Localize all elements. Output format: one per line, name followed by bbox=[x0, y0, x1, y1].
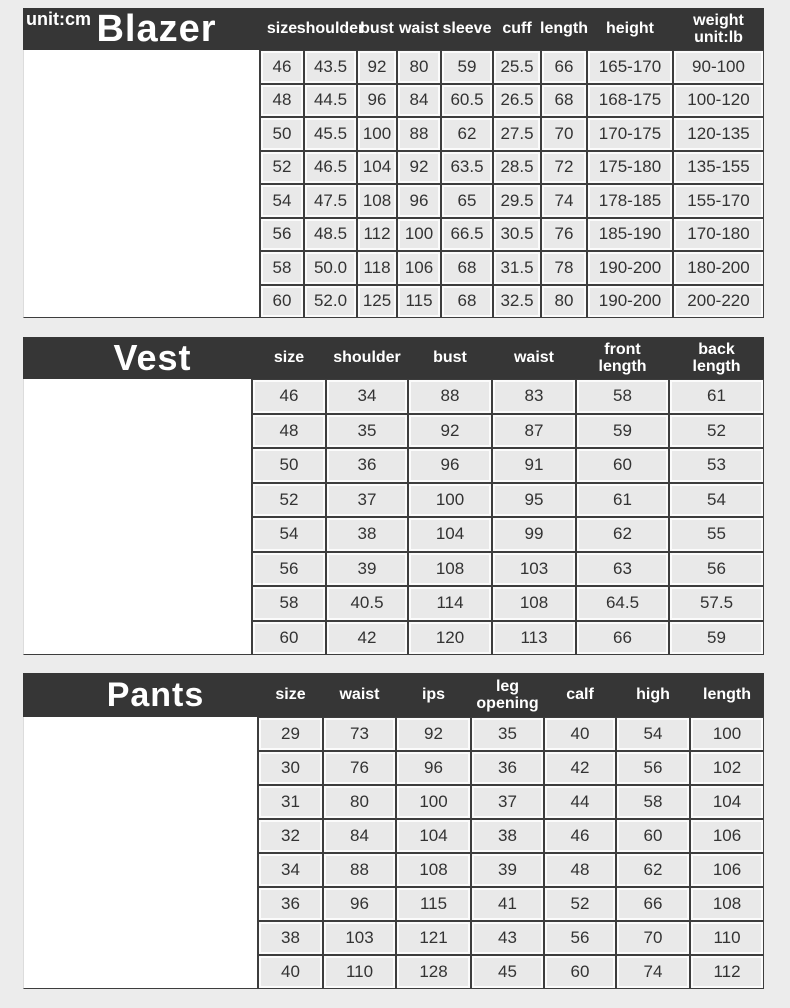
column-header bbox=[673, 8, 764, 50]
table-cell: 46.5 bbox=[304, 151, 357, 185]
table-cell: 92 bbox=[396, 717, 471, 751]
table-cell: 40 bbox=[544, 717, 616, 751]
table-cell: 104 bbox=[357, 151, 397, 185]
table-cell: 100 bbox=[396, 785, 471, 819]
table-cell: 58 bbox=[576, 379, 669, 414]
table-cell: 37 bbox=[471, 785, 544, 819]
column-header bbox=[690, 673, 764, 717]
column-header bbox=[544, 673, 616, 717]
table-cell: 56 bbox=[669, 552, 764, 587]
size-cell: 46 bbox=[260, 50, 304, 84]
table-cell: 39 bbox=[326, 552, 408, 587]
table-cell: 34 bbox=[326, 379, 408, 414]
table-cell: 99 bbox=[492, 517, 576, 552]
table-cell: 60.5 bbox=[441, 84, 493, 118]
table-cell: 62 bbox=[576, 517, 669, 552]
table-cell: 118 bbox=[357, 251, 397, 285]
column-header bbox=[471, 673, 544, 717]
table-cell: 88 bbox=[408, 379, 492, 414]
column-header bbox=[441, 8, 493, 50]
table-cell: 100 bbox=[397, 218, 441, 252]
table-cell: 59 bbox=[576, 414, 669, 449]
column-header-line: back bbox=[698, 340, 735, 358]
unit-label: unit:cm bbox=[26, 9, 91, 29]
table-cell: 110 bbox=[690, 921, 764, 955]
table-cell: 28.5 bbox=[493, 151, 541, 185]
table-cell: 106 bbox=[690, 853, 764, 887]
table-cell: 70 bbox=[541, 117, 587, 151]
size-cell: 34 bbox=[258, 853, 323, 887]
table-cell: 112 bbox=[690, 955, 764, 989]
table-cell: 128 bbox=[396, 955, 471, 989]
table-cell: 175-180 bbox=[587, 151, 673, 185]
table-cell: 74 bbox=[541, 184, 587, 218]
column-header-line: front bbox=[604, 340, 641, 358]
size-cell: 32 bbox=[258, 819, 323, 853]
table-cell: 56 bbox=[616, 751, 690, 785]
column-header-line: ips bbox=[421, 686, 446, 704]
table-cell: 25.5 bbox=[493, 50, 541, 84]
table-cell: 200-220 bbox=[673, 285, 764, 319]
table-cell: 190-200 bbox=[587, 285, 673, 319]
table-cell: 96 bbox=[397, 184, 441, 218]
table-cell: 76 bbox=[541, 218, 587, 252]
table-cell: 46 bbox=[544, 819, 616, 853]
size-cell: 36 bbox=[258, 887, 323, 921]
column-header bbox=[357, 8, 397, 50]
table-cell: 63.5 bbox=[441, 151, 493, 185]
table-cell: 190-200 bbox=[587, 251, 673, 285]
table-cell: 61 bbox=[576, 483, 669, 518]
table-cell: 27.5 bbox=[493, 117, 541, 151]
table-cell: 100 bbox=[408, 483, 492, 518]
section-blazer bbox=[23, 8, 764, 318]
table-cell: 92 bbox=[397, 151, 441, 185]
table-cell: 103 bbox=[323, 921, 396, 955]
section-vest bbox=[23, 337, 764, 655]
table-cell: 29.5 bbox=[493, 184, 541, 218]
table-cell: 100-120 bbox=[673, 84, 764, 118]
column-header-line: length bbox=[540, 20, 588, 38]
table-cell: 120 bbox=[408, 621, 492, 656]
size-cell: 56 bbox=[260, 218, 304, 252]
table-cell: 106 bbox=[690, 819, 764, 853]
table-cell: 35 bbox=[326, 414, 408, 449]
table-cell: 96 bbox=[396, 751, 471, 785]
table-cell: 78 bbox=[541, 251, 587, 285]
table-cell: 26.5 bbox=[493, 84, 541, 118]
table-cell: 84 bbox=[397, 84, 441, 118]
column-header bbox=[323, 673, 396, 717]
table-cell: 45 bbox=[471, 955, 544, 989]
column-header bbox=[326, 337, 408, 379]
column-header-line: size bbox=[266, 20, 298, 38]
column-header-line: shoulder bbox=[333, 349, 401, 367]
column-header bbox=[493, 8, 541, 50]
column-header bbox=[296, 8, 365, 50]
column-header-line: length bbox=[692, 358, 741, 375]
table-cell: 91 bbox=[492, 448, 576, 483]
table-cell: 43 bbox=[471, 921, 544, 955]
table-cell: 70 bbox=[616, 921, 690, 955]
column-header-line: weight bbox=[693, 11, 744, 29]
column-header-line: leg bbox=[495, 677, 520, 695]
table-cell: 87 bbox=[492, 414, 576, 449]
table-cell: 60 bbox=[616, 819, 690, 853]
table-cell: 38 bbox=[471, 819, 544, 853]
column-header bbox=[576, 337, 669, 379]
size-cell: 30 bbox=[258, 751, 323, 785]
table-cell: 135-155 bbox=[673, 151, 764, 185]
size-cell: 40 bbox=[258, 955, 323, 989]
table-cell: 50.0 bbox=[304, 251, 357, 285]
table-cell: 100 bbox=[690, 717, 764, 751]
table-cell: 68 bbox=[541, 84, 587, 118]
table-cell: 108 bbox=[408, 552, 492, 587]
table-cell: 104 bbox=[408, 517, 492, 552]
table-cell: 37 bbox=[326, 483, 408, 518]
table-cell: 44 bbox=[544, 785, 616, 819]
table-cell: 31.5 bbox=[493, 251, 541, 285]
table-cell: 60 bbox=[576, 448, 669, 483]
section-title: Blazer bbox=[96, 7, 217, 50]
table-cell: 62 bbox=[616, 853, 690, 887]
table-cell: 59 bbox=[441, 50, 493, 84]
table-cell: 180-200 bbox=[673, 251, 764, 285]
column-header-line: height bbox=[606, 20, 654, 38]
column-header-line: bust bbox=[433, 349, 467, 367]
size-cell: 31 bbox=[258, 785, 323, 819]
table-cell: 41 bbox=[471, 887, 544, 921]
table-cell: 55 bbox=[669, 517, 764, 552]
size-cell: 38 bbox=[258, 921, 323, 955]
table-cell: 36 bbox=[471, 751, 544, 785]
table-cell: 48.5 bbox=[304, 218, 357, 252]
table-cell: 104 bbox=[396, 819, 471, 853]
table-cell: 76 bbox=[323, 751, 396, 785]
size-cell: 52 bbox=[260, 151, 304, 185]
table-cell: 40.5 bbox=[326, 586, 408, 621]
table-cell: 32.5 bbox=[493, 285, 541, 319]
table-cell: 45.5 bbox=[304, 117, 357, 151]
table-cell: 103 bbox=[492, 552, 576, 587]
column-header bbox=[587, 8, 673, 50]
section-pants bbox=[23, 673, 764, 989]
column-header-line: opening bbox=[476, 695, 539, 712]
size-cell: 50 bbox=[260, 117, 304, 151]
table-cell: 35 bbox=[471, 717, 544, 751]
size-cell: 54 bbox=[260, 184, 304, 218]
table-cell: 115 bbox=[396, 887, 471, 921]
table-cell: 66 bbox=[616, 887, 690, 921]
table-cell: 56 bbox=[544, 921, 616, 955]
table-cell: 113 bbox=[492, 621, 576, 656]
table-cell: 73 bbox=[323, 717, 396, 751]
column-header bbox=[541, 8, 587, 50]
table-cell: 112 bbox=[357, 218, 397, 252]
table-cell: 65 bbox=[441, 184, 493, 218]
column-header-line: shoulder bbox=[296, 20, 365, 38]
table-cell: 80 bbox=[397, 50, 441, 84]
column-header-line: waist bbox=[339, 686, 380, 704]
table-cell: 120-135 bbox=[673, 117, 764, 151]
table-cell: 80 bbox=[323, 785, 396, 819]
table-cell: 88 bbox=[397, 117, 441, 151]
size-cell: 60 bbox=[252, 621, 326, 656]
size-cell: 48 bbox=[252, 414, 326, 449]
table-cell: 110 bbox=[323, 955, 396, 989]
section-title: Vest bbox=[113, 337, 192, 378]
table-cell: 57.5 bbox=[669, 586, 764, 621]
table-cell: 66.5 bbox=[441, 218, 493, 252]
size-cell: 50 bbox=[252, 448, 326, 483]
table-cell: 60 bbox=[544, 955, 616, 989]
table-cell: 66 bbox=[576, 621, 669, 656]
table-cell: 83 bbox=[492, 379, 576, 414]
table-cell: 42 bbox=[544, 751, 616, 785]
table-cell: 108 bbox=[357, 184, 397, 218]
table-cell: 168-175 bbox=[587, 84, 673, 118]
size-cell: 58 bbox=[252, 586, 326, 621]
table-cell: 30.5 bbox=[493, 218, 541, 252]
column-header bbox=[669, 337, 764, 379]
table-cell: 114 bbox=[408, 586, 492, 621]
section-title: Pants bbox=[106, 675, 205, 714]
table-cell: 64.5 bbox=[576, 586, 669, 621]
column-header bbox=[252, 337, 326, 379]
table-cell: 80 bbox=[541, 285, 587, 319]
column-header-line: bust bbox=[360, 20, 394, 38]
column-header bbox=[408, 337, 492, 379]
column-header-line: size bbox=[275, 686, 306, 704]
table-cell: 39 bbox=[471, 853, 544, 887]
table-cell: 96 bbox=[323, 887, 396, 921]
table-cell: 96 bbox=[357, 84, 397, 118]
column-header-line: waist bbox=[398, 20, 439, 38]
column-header-line: calf bbox=[566, 686, 594, 704]
table-cell: 102 bbox=[690, 751, 764, 785]
table-cell: 42 bbox=[326, 621, 408, 656]
size-cell: 48 bbox=[260, 84, 304, 118]
table-cell: 155-170 bbox=[673, 184, 764, 218]
table-cell: 68 bbox=[441, 285, 493, 319]
table-cell: 47.5 bbox=[304, 184, 357, 218]
column-header bbox=[492, 337, 576, 379]
size-cell: 60 bbox=[260, 285, 304, 319]
column-header-line: sleeve bbox=[442, 20, 492, 38]
table-cell: 44.5 bbox=[304, 84, 357, 118]
table-cell: 43.5 bbox=[304, 50, 357, 84]
table-cell: 63 bbox=[576, 552, 669, 587]
column-header-line: cuff bbox=[502, 20, 532, 38]
table-cell: 108 bbox=[396, 853, 471, 887]
table-cell: 54 bbox=[669, 483, 764, 518]
column-header-line: length bbox=[598, 358, 647, 375]
table-cell: 185-190 bbox=[587, 218, 673, 252]
size-cell: 52 bbox=[252, 483, 326, 518]
column-header bbox=[616, 673, 690, 717]
product-image-placeholder bbox=[23, 379, 252, 655]
table-cell: 53 bbox=[669, 448, 764, 483]
table-cell: 68 bbox=[441, 251, 493, 285]
table-cell: 74 bbox=[616, 955, 690, 989]
table-cell: 66 bbox=[541, 50, 587, 84]
column-header-line: high bbox=[636, 686, 670, 704]
column-header bbox=[397, 8, 441, 50]
table-cell: 52 bbox=[669, 414, 764, 449]
table-cell: 125 bbox=[357, 285, 397, 319]
table-cell: 108 bbox=[690, 887, 764, 921]
table-cell: 52.0 bbox=[304, 285, 357, 319]
column-header-line: unit:lb bbox=[694, 29, 743, 46]
column-header-line: size bbox=[273, 349, 305, 367]
table-cell: 170-180 bbox=[673, 218, 764, 252]
table-cell: 62 bbox=[441, 117, 493, 151]
table-cell: 115 bbox=[397, 285, 441, 319]
table-cell: 59 bbox=[669, 621, 764, 656]
product-image-placeholder bbox=[23, 50, 260, 318]
table-cell: 36 bbox=[326, 448, 408, 483]
table-cell: 178-185 bbox=[587, 184, 673, 218]
table-cell: 48 bbox=[544, 853, 616, 887]
table-cell: 61 bbox=[669, 379, 764, 414]
table-cell: 106 bbox=[397, 251, 441, 285]
table-cell: 95 bbox=[492, 483, 576, 518]
size-cell: 54 bbox=[252, 517, 326, 552]
table-cell: 54 bbox=[616, 717, 690, 751]
table-cell: 92 bbox=[408, 414, 492, 449]
table-cell: 58 bbox=[616, 785, 690, 819]
table-cell: 52 bbox=[544, 887, 616, 921]
size-cell: 46 bbox=[252, 379, 326, 414]
size-cell: 29 bbox=[258, 717, 323, 751]
column-header bbox=[258, 673, 323, 717]
table-cell: 72 bbox=[541, 151, 587, 185]
column-header-line: length bbox=[703, 686, 751, 704]
table-cell: 165-170 bbox=[587, 50, 673, 84]
table-cell: 92 bbox=[357, 50, 397, 84]
table-cell: 104 bbox=[690, 785, 764, 819]
table-cell: 108 bbox=[492, 586, 576, 621]
column-header-line: waist bbox=[513, 349, 554, 367]
table-cell: 88 bbox=[323, 853, 396, 887]
table-cell: 90-100 bbox=[673, 50, 764, 84]
table-cell: 170-175 bbox=[587, 117, 673, 151]
size-cell: 58 bbox=[260, 251, 304, 285]
product-image-placeholder bbox=[23, 717, 258, 989]
table-cell: 96 bbox=[408, 448, 492, 483]
table-cell: 100 bbox=[357, 117, 397, 151]
column-header bbox=[396, 673, 471, 717]
table-cell: 38 bbox=[326, 517, 408, 552]
table-cell: 121 bbox=[396, 921, 471, 955]
table-cell: 84 bbox=[323, 819, 396, 853]
size-cell: 56 bbox=[252, 552, 326, 587]
